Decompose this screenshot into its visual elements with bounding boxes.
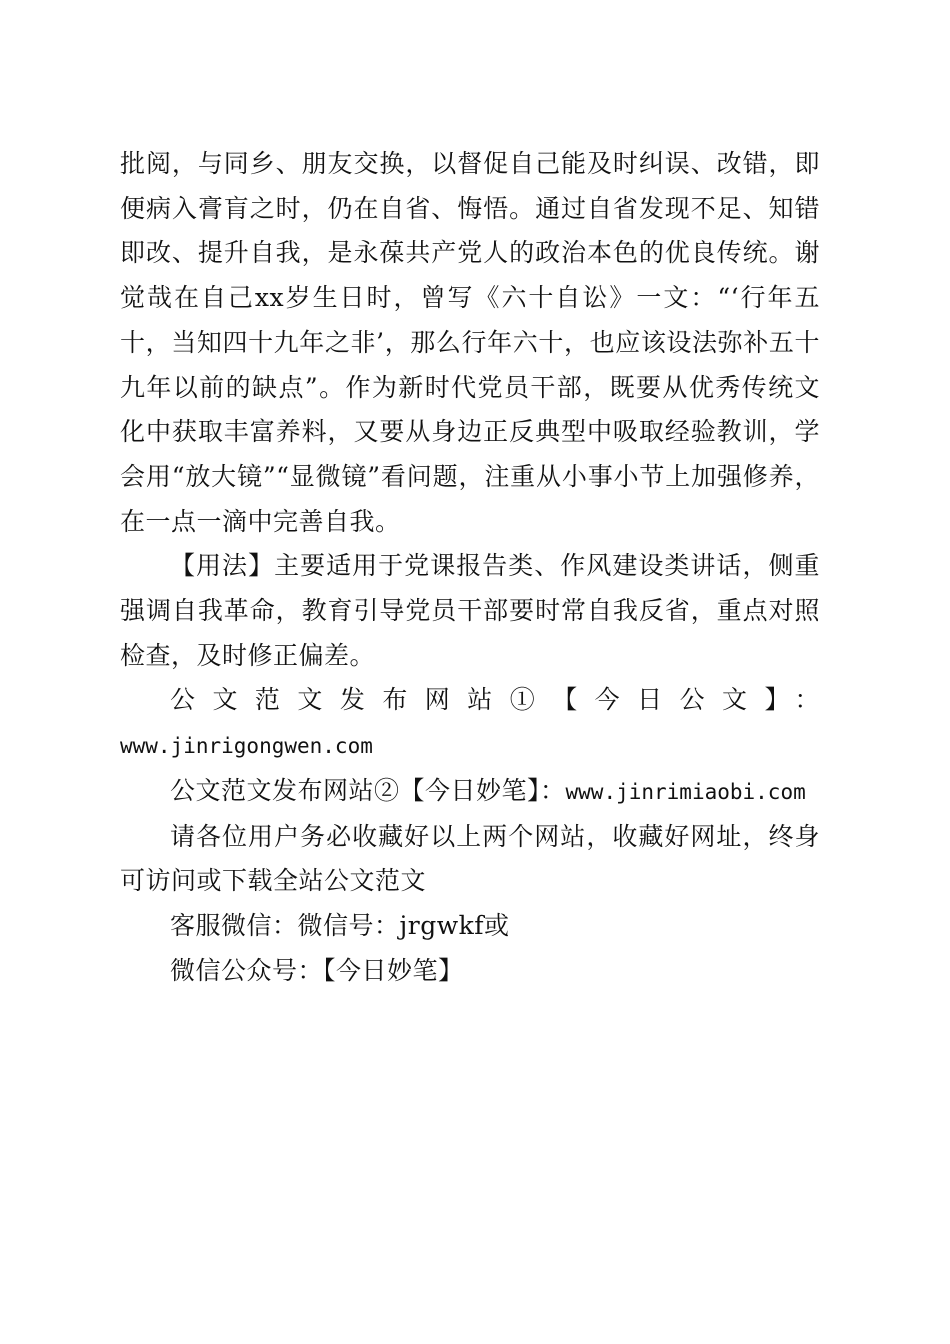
site-1-label: 公文范文发布网站①【今日公文】： [170, 685, 820, 715]
official-account-line: 微信公众号：【今日妙笔】 [170, 955, 464, 985]
site-2-url[interactable]: www.jinrimiaobi.com [565, 779, 806, 804]
site-2-label: 公文范文发布网站②【今日妙笔】： [170, 775, 566, 805]
customer-service-line: 客服微信：微信号：jrgwkf或 [170, 910, 510, 940]
notice-paragraph: 请各位用户务必收藏好以上两个网站，收藏好网址，终身可访问或下载全站公文范文 [120, 821, 820, 896]
site-2-line [120, 769, 820, 815]
usage-paragraph: 【用法】主要适用于党课报告类、作风建设类讲话，侧重强调自我革命，教育引导党员干部要时常自我反省，重点对照检查，及时修正偏差。 [120, 551, 820, 670]
document-body [120, 142, 820, 993]
site-1-url[interactable]: www.jinrigongwen.com [120, 734, 373, 759]
body-paragraph: 批阅，与同乡、朋友交换，以督促自己能及时纠误、改错，即便病入膏肓之时，仍在自省、悔悟。通过自省发现不足、知错即改、提升自我，是永葆共产党人的政治本色的优良传统。谢觉哉在自己xx岁生日时，曾写《六十自讼》一文：“‘行年五十，当知四十九年之非’，那么行年六十，也应该设法弥补五十九年以前的缺点”。作为新时代党员干部，既要从优秀传统文化中获取丰富养料，又要从身边正反典型中吸取经验教训，学会用“放大镜”“显微镜”看问题，注重从小事小节上加强修养，在一点一滴中完善自我。 [120, 149, 820, 536]
site-1-url-line [120, 723, 820, 769]
